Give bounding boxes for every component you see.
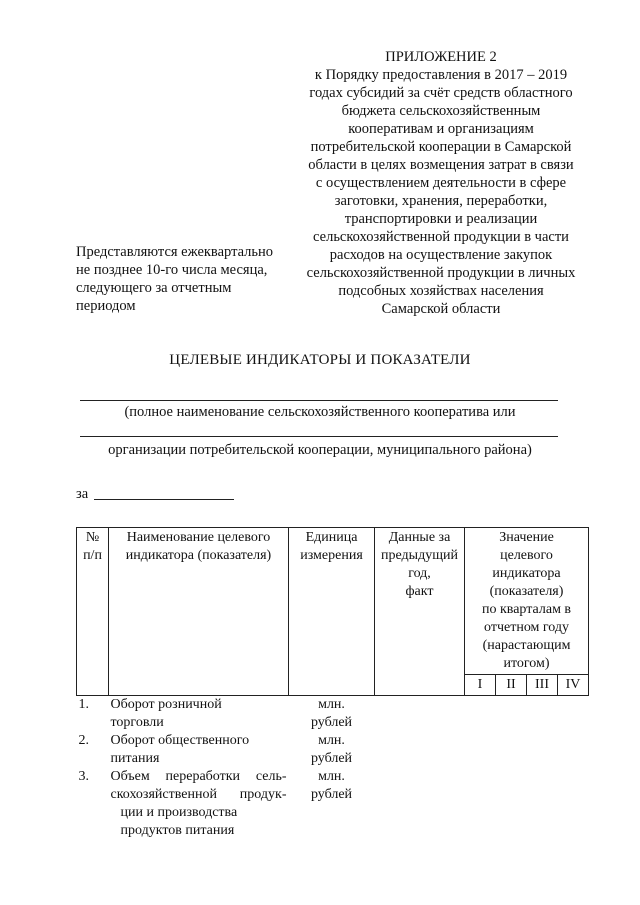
indicator-name-line: продуктов питания bbox=[120, 823, 235, 838]
appendix-line: бюджета сельскохозяйственным bbox=[341, 103, 541, 119]
table-row bbox=[77, 696, 589, 733]
q4-value bbox=[558, 768, 589, 840]
indicator-name-line: Объем переработки сель- bbox=[110, 769, 287, 784]
q2-value bbox=[496, 732, 527, 768]
appendix-line: сельскохозяйственной продукции в личных bbox=[306, 265, 576, 281]
indicator-unit-line: рублей bbox=[310, 751, 353, 766]
appendix-line: заготовки, хранения, переработки, bbox=[334, 193, 548, 209]
q4-value bbox=[558, 732, 589, 768]
indicator-name-line: торговли bbox=[110, 715, 164, 730]
indicator-name bbox=[109, 732, 289, 768]
note-line: не позднее 10-го числа месяца, bbox=[76, 262, 268, 278]
table-row bbox=[77, 732, 589, 768]
indicator-unit-line: млн. bbox=[318, 769, 345, 784]
row-number: 2. bbox=[78, 733, 89, 748]
header-num-text: № п/п bbox=[83, 530, 102, 563]
indicator-name-line: Оборот розничной bbox=[110, 697, 222, 712]
header-name bbox=[109, 528, 289, 696]
note-line: периодом bbox=[76, 298, 136, 314]
indicators-table bbox=[76, 527, 589, 840]
indicator-name-line: Оборот общественного bbox=[110, 733, 250, 748]
q1-value bbox=[465, 768, 496, 840]
appendix-line: подсобных хозяйствах населения bbox=[338, 283, 544, 299]
row-number: 3. bbox=[78, 769, 89, 784]
q2-value bbox=[496, 768, 527, 840]
header-name-text: Наименование целевого индикатора (показателя) bbox=[125, 530, 272, 563]
appendix-title: ПРИЛОЖЕНИЕ 2 bbox=[385, 49, 497, 65]
appendix-line: транспортировки и реализации bbox=[344, 211, 538, 227]
appendix-line: к Порядку предоставления в 2017 – 2019 bbox=[314, 67, 568, 83]
indicator-name-line: ции и производства bbox=[120, 805, 238, 820]
appendix-line: годах субсидий за счёт средств областного bbox=[309, 85, 573, 101]
header-prev-year-text: Данные за предыдущий год, факт bbox=[381, 530, 458, 599]
indicator-unit-line: млн. bbox=[318, 733, 345, 748]
header-quarter-3: III bbox=[527, 675, 558, 696]
org-caption-1: (полное наименование сельскохозяйственного кооператива или bbox=[124, 404, 516, 420]
q3-value bbox=[527, 732, 558, 768]
prev-year-value bbox=[375, 768, 465, 840]
appendix-line: кооперативам и организациям bbox=[348, 121, 534, 137]
appendix-line: с осуществлением деятельности в сфере bbox=[315, 175, 567, 191]
header-quarter-1: I bbox=[465, 675, 496, 696]
appendix-line: Самарской области bbox=[381, 301, 501, 317]
row-number: 1. bbox=[78, 697, 89, 712]
indicator-unit-line: рублей bbox=[310, 787, 353, 802]
org-name-blank-line bbox=[80, 436, 558, 437]
q1-value bbox=[465, 732, 496, 768]
indicator-unit bbox=[289, 732, 375, 768]
header-quarter-2: II bbox=[496, 675, 527, 696]
q4-value bbox=[558, 696, 589, 733]
period-label: за bbox=[76, 486, 89, 502]
indicator-unit-line: млн. bbox=[318, 697, 345, 712]
appendix-header bbox=[296, 48, 586, 318]
header-unit-text: Единица измерения bbox=[300, 530, 363, 563]
q3-value bbox=[527, 696, 558, 733]
q3-value bbox=[527, 768, 558, 840]
appendix-line: потребительской кооперации в Самарской bbox=[310, 139, 572, 155]
q2-value bbox=[496, 696, 527, 733]
header-target-value bbox=[465, 528, 589, 675]
indicator-name bbox=[109, 696, 289, 733]
appendix-line: сельскохозяйственной продукции в части bbox=[313, 229, 569, 245]
org-name-blank-line bbox=[80, 400, 558, 401]
indicator-name-line: питания bbox=[110, 751, 160, 766]
indicator-unit-line: рублей bbox=[310, 715, 353, 730]
header-num bbox=[77, 528, 109, 696]
table-row bbox=[77, 768, 589, 840]
note-line: Представляются ежеквартально bbox=[76, 244, 274, 260]
period-blank-line bbox=[94, 499, 234, 500]
header-prev-year bbox=[375, 528, 465, 696]
indicator-unit bbox=[289, 696, 375, 733]
indicator-name-line: скохозяйственной продук- bbox=[110, 787, 287, 802]
document-title: ЦЕЛЕВЫЕ ИНДИКАТОРЫ И ПОКАЗАТЕЛИ bbox=[169, 352, 471, 368]
prev-year-value bbox=[375, 732, 465, 768]
table-header-row bbox=[77, 528, 589, 675]
header-target-value-text: Значение целевого индикатора (показателя) по кварталам в отчетном году (нарастающим итогом) bbox=[482, 530, 572, 671]
indicator-unit bbox=[289, 768, 375, 840]
header-quarter-4: IV bbox=[558, 675, 589, 696]
submission-note bbox=[76, 243, 273, 315]
indicator-name bbox=[109, 768, 289, 840]
appendix-line: области в целях возмещения затрат в связи bbox=[308, 157, 574, 173]
org-caption-2: организации потребительской кооперации, муниципального района) bbox=[108, 442, 532, 458]
header-unit bbox=[289, 528, 375, 696]
prev-year-value bbox=[375, 696, 465, 733]
appendix-line: расходов на осуществление закупок bbox=[329, 247, 553, 263]
q1-value bbox=[465, 696, 496, 733]
note-line: следующего за отчетным bbox=[76, 280, 232, 296]
